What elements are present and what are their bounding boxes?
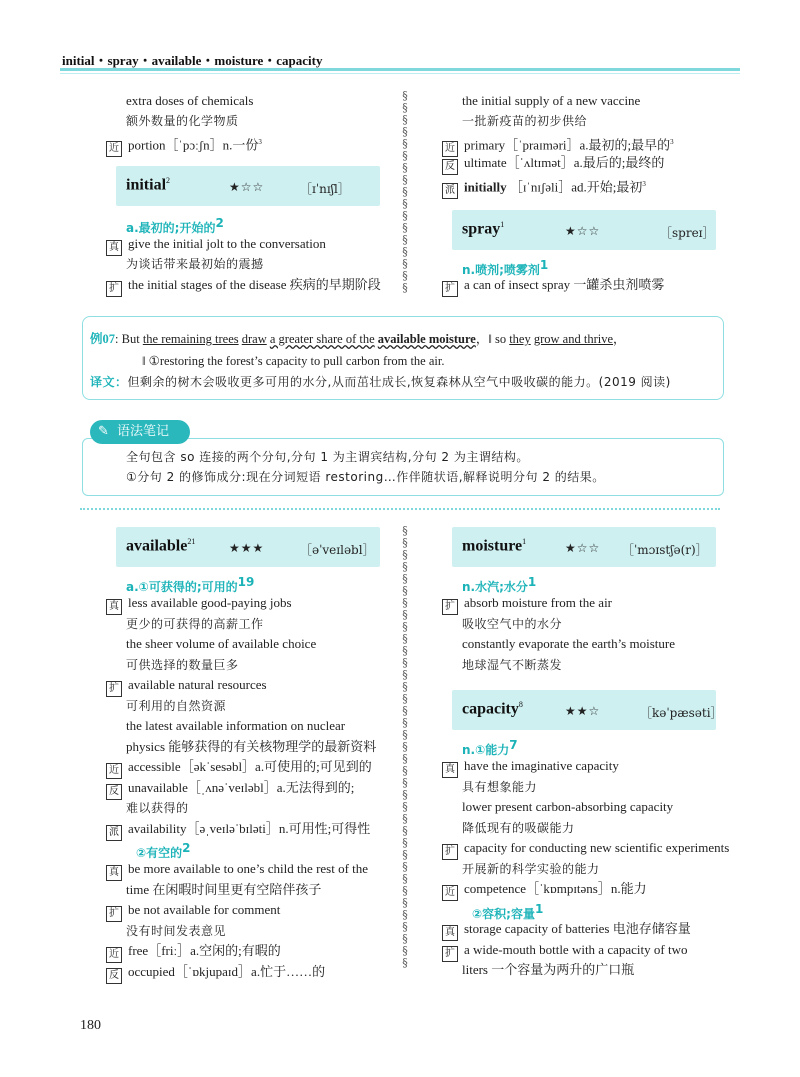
entry-line [106, 963, 325, 984]
entry-text: 更少的可获得的高薪工作 [126, 616, 264, 631]
sense-label: n.水汽;水分$^1$ [462, 575, 537, 595]
entry-text: liters 一个容量为两升的广口瓶 [462, 962, 635, 977]
entry-line [442, 594, 612, 615]
entry-text: 可利用的自然资源 [126, 698, 227, 713]
entry-line [126, 615, 264, 633]
frequency-stars: ★☆☆ [229, 180, 265, 194]
entry-tag: 真 [106, 865, 122, 881]
entry-tag: 真 [442, 925, 458, 941]
column-divider: § § § § § § § § § § § § § § § § § § § § § § § § § § § § § § § § § § § § § [402, 525, 408, 969]
entry-text: 吸收空气中的水分 [462, 616, 563, 631]
entry-line [462, 860, 600, 878]
entry-text: free［friː］a.空闲的;有暇的 [128, 943, 281, 958]
entry-text: the sheer volume of available choice [126, 636, 317, 651]
entry-text: competence［ˈkɒmpɪtəns］n.能力 [464, 881, 647, 896]
entry-text: capacity for conducting new scientific experiments [464, 840, 730, 855]
entry-line: 真 give the initial jolt to the conversation [106, 235, 326, 256]
phonetic: ［ɪˈnɪʃl］ [300, 182, 350, 196]
entry-text: lower present carbon-absorbing capacity [462, 799, 674, 814]
entry-line [106, 820, 370, 841]
entry-line [462, 798, 673, 816]
headword-available: available$^{21}$ [126, 537, 196, 555]
right-top-line: 反 ultimate［ˈʌltɪmət］a.最后的;最终的 [442, 154, 664, 175]
entry-line [442, 757, 619, 778]
entry-text: 可供选择的数量巨多 [126, 657, 239, 672]
entry-tag: 派 [106, 825, 122, 841]
entry-line [106, 676, 267, 697]
entry-text: 没有时间发表意见 [126, 923, 227, 938]
entry-line [126, 697, 226, 715]
section-divider [80, 508, 720, 510]
example-sentence-line2: ‖ ①restoring the forest’s capacity to pull carbon from the air. [142, 354, 445, 368]
entry-tag: 真 [106, 599, 122, 615]
sense-label: n.喷剂;喷雾剂$^1$ [462, 258, 549, 278]
grammar-note-box [82, 438, 724, 496]
entry-tag: 扩 [106, 906, 122, 922]
entry-text: be more available to one’s child the rest of the [128, 861, 369, 876]
grammar-note-line: ①分句 2 的修饰成分:现在分词短语 restoring…作伴随状语,解释说明分句 2 的结果。 [126, 470, 605, 484]
entry-line [462, 961, 634, 979]
entry-line [126, 717, 345, 735]
entry-line [442, 941, 687, 962]
entry-line [462, 656, 562, 674]
entry-line [106, 942, 281, 963]
headword-capacity: capacity$^8$ [462, 700, 523, 718]
entry-text: occupied［ˈɒkjupaɪd］a.忙于……的 [128, 963, 326, 979]
entry-tag: 扩 [442, 599, 458, 615]
phonetic: ［ˈmɔɪstʃə(r)］ [622, 543, 708, 557]
sense-label: ②容积;容量$^1$ [472, 902, 544, 922]
entry-line [462, 778, 537, 796]
entry-line [126, 881, 321, 899]
entry-text: unavailable［ˌʌnəˈveɪləbl］a.无法得到的; [128, 779, 355, 795]
entry-text: have the imaginative capacity [464, 758, 619, 773]
entry-text: 难以获得的 [126, 801, 189, 815]
column-divider: § § § § § § § § § § § § § § § § § [402, 90, 408, 294]
entry-tag: 扩 [106, 681, 122, 697]
entry-text: 降低现有的吸碳能力 [462, 820, 575, 835]
entry-text: physics 能够获得的有关核物理学的最新资料 [126, 738, 377, 754]
frequency-stars: ★☆☆ [565, 541, 601, 555]
entry-line [442, 839, 729, 860]
entry-tag: 近 [106, 763, 122, 779]
entry-line [462, 635, 675, 653]
right-top-line: 一批新疫苗的初步供给 [462, 114, 588, 128]
entry-text: a wide-mouth bottle with a capacity of two [464, 941, 688, 957]
entry-line [126, 656, 239, 674]
entry-line: 扩 a can of insect spray 一罐杀虫剂喷雾 [442, 276, 664, 297]
entry-text: the latest available information on nuclear [126, 718, 346, 733]
entry-line [106, 758, 372, 779]
left-top-line: 额外数量的化学物质 [126, 114, 239, 128]
entry-text: be not available for comment [128, 902, 281, 917]
entry-tag: 近 [106, 947, 122, 963]
entry-line [126, 799, 189, 817]
entry-line [106, 594, 292, 615]
pen-icon: ✎ [98, 424, 109, 439]
sense-label: a.①可获得的;可用的$^{19}$ [126, 575, 255, 595]
header-rule-thin [60, 73, 740, 74]
example-translation: 译文：但剩余的树木会吸收更多可用的水分,从而茁壮成长,恢复森林从空气中吸收碳的能力。(2019 阅读) [90, 375, 671, 389]
page-number: 180 [80, 1018, 101, 1033]
entry-text: availability［əˌveɪləˈbɪləti］n.可用性;可得性 [128, 820, 371, 836]
entry-tag: 扩 [442, 844, 458, 860]
grammar-note-tab: ✎ 语法笔记 [90, 420, 190, 444]
entry-text: 开展新的科学实验的能力 [462, 861, 600, 876]
entry-line [126, 922, 226, 940]
entry-line [462, 615, 562, 633]
entry-line [106, 779, 354, 800]
entry-tag: 扩 [442, 946, 458, 962]
headword-moisture: moisture$^1$ [462, 537, 527, 555]
headword-spray: spray$^1$ [462, 220, 505, 238]
synonym-tag: 近 [106, 141, 122, 157]
headword-initial: initial$^2$ [126, 176, 171, 194]
left-top-line: extra doses of chemicals [126, 93, 254, 108]
entry-line [442, 880, 647, 901]
entry-text: accessible［əkˈsesəbl］a.可使用的;可见到的 [128, 759, 372, 774]
phonetic: ［əˈveɪləbl］ [300, 543, 375, 557]
entry-text: available natural resources [128, 677, 267, 692]
right-top-line: 派 initially ［ɪˈnɪʃəli］ad.开始;最初$^3$ [442, 175, 646, 199]
phonetic: ［kəˈpæsəti］ [640, 706, 723, 720]
right-top-line: 近 primary［ˈpraɪməri］a.最初的;最早的$^3$ [442, 133, 674, 157]
entry-text: storage capacity of batteries 电池存储容量 [464, 921, 691, 936]
left-top-line: 近 portion［ˈpɔːʃn］n.一份$^3$ [106, 133, 262, 157]
example-sentence: 例07: But the remaining trees draw a greater share of the available moisture，‖ so they grow and thrive， [90, 332, 626, 346]
entry-line [106, 901, 280, 922]
right-top-line: the initial supply of a new vaccine [462, 93, 641, 108]
grammar-note-line: 全句包含 so 连接的两个分句,分句 1 为主谓宾结构,分句 2 为主谓结构。 [126, 450, 529, 464]
frequency-stars: ★☆☆ [565, 224, 601, 238]
entry-line: 扩 the initial stages of the disease 疾病的早期阶段 [106, 276, 381, 297]
entry-line [126, 635, 316, 653]
frequency-stars: ★★★ [229, 541, 265, 555]
entry-line [126, 738, 376, 756]
entry-text: absorb moisture from the air [464, 595, 613, 610]
entry-line: 为谈话带来最初始的震撼 [126, 257, 264, 271]
sense-label: n.①能力$^7$ [462, 738, 518, 758]
entry-tag: 反 [106, 968, 122, 984]
entry-line [442, 920, 691, 941]
entry-tag: 反 [106, 784, 122, 800]
entry-text: constantly evaporate the earth’s moisture [462, 636, 675, 651]
sense-label: ②有空的$^2$ [136, 841, 191, 861]
entry-text: 地球湿气不断蒸发 [462, 657, 563, 672]
entry-line [462, 819, 575, 837]
entry-tag: 真 [442, 762, 458, 778]
entry-text: 具有想象能力 [462, 779, 538, 794]
entry-text: time 在闲暇时间里更有空陪伴孩子 [126, 881, 322, 897]
entry-line [106, 860, 368, 881]
frequency-stars: ★★☆ [565, 704, 601, 718]
entry-text: less available good-paying jobs [128, 595, 292, 610]
header-rule [60, 68, 740, 71]
entry-tag: 近 [442, 885, 458, 901]
sense-label: a.最初的;开始的$^2$ [126, 216, 224, 236]
phonetic: ［spreɪ］ [660, 226, 715, 240]
running-header: initial・spray・available・moisture・capacity [62, 53, 323, 68]
